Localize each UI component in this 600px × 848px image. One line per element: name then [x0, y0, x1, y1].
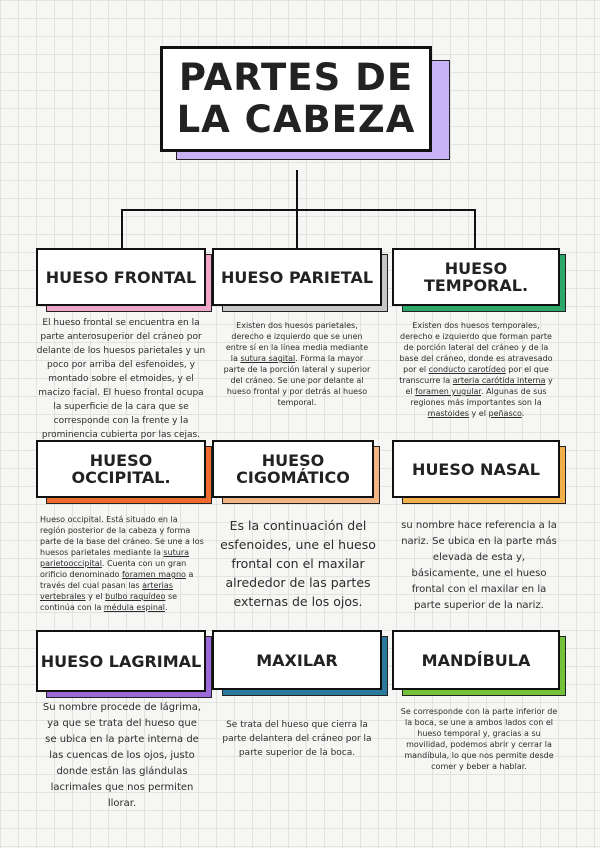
card-hueso-occipital [36, 440, 206, 498]
desc-hueso-temporal: Existen dos huesos temporales, derecho e izquierdo que forman parte de porción lateral del cráneo y de la base del cráneo, donde es atravesado por el conducto carotídeo por el que transcurre la arteria carótida interna y el foramen yugular. Algunas de sus regiones más importantes son la mastoides y el peñasco. [399, 321, 553, 418]
card-maxilar [212, 630, 382, 690]
card-title: HUESO PARIETAL [220, 267, 374, 287]
card-title: HUESO NASAL [412, 459, 540, 479]
card-title: HUESO OCCIPITAL. [71, 451, 171, 487]
desc-hueso-frontal: El hueso frontal se encuentra en la parte anterosuperior del cráneo por delante de los huesos parietales y un poco por arriba del esfenoides, y montado sobre el etmoides, y el macizo facial. El hueso frontal ocupa la superficie de la cara que se corresponde con la frente y la prominencia cubierta por las cejas. [36, 318, 206, 440]
page-title: PARTES DE LA CABEZA [176, 56, 416, 141]
desc-hueso-nasal: su nombre hace referencia a la nariz. Se ubica en la parte más elevada de esta y, básicamente, une el hueso frontal con el maxilar en la parte superior de la nariz. [401, 520, 557, 611]
card-title: HUESO CIGOMÁTICO [236, 451, 350, 487]
card-title: HUESO LAGRIMAL [40, 651, 202, 671]
desc-maxilar: Se trata del hueso que cierra la parte delantera del cráneo por la parte superior de la boca. [222, 720, 372, 758]
card-mandibula [392, 630, 560, 690]
desc-hueso-cigomatico: Es la continuación del esfenoides, une el hueso frontal con el maxilar alrededor de las partes externas de los ojos. [220, 518, 376, 609]
card-hueso-nasal [392, 440, 560, 498]
card-hueso-lagrimal [36, 630, 206, 692]
connector-line [121, 209, 123, 249]
card-title: MAXILAR [256, 650, 338, 670]
card-title: HUESO TEMPORAL. [423, 259, 529, 295]
card-hueso-parietal [212, 248, 382, 306]
connector-line [296, 170, 298, 210]
desc-hueso-lagrimal: Su nombre procede de lágrima, ya que se trata del hueso que se ubica en la parte interna de las cuencas de los ojos, justo donde están las glándulas lacrimales que nos permiten llorar. [42, 702, 202, 809]
connector-line [296, 209, 298, 249]
desc-hueso-occipital: Hueso occipital. Está situado en la región posterior de la cabeza y forma parte de la base del cráneo. Se une a los huesos parietales mediante la sutura parietooccipital. Cuenta con un gran orificio denominado foramen magno a través del cual pasan las arterias vertebrales y el bulbo raquídeo se continúa con la médula espinal. [40, 515, 204, 612]
connector-line [474, 209, 476, 249]
connector-line [121, 209, 476, 211]
card-hueso-temporal [392, 248, 560, 306]
card-title: MANDÍBULA [421, 650, 531, 670]
desc-mandibula: Se corresponde con la parte inferior de la boca, se une a ambos lados con el hueso temporal y, gracias a su movilidad, podemos abrir y cerrar la mandíbula, lo que nos permite desde comer y beber a hablar. [400, 707, 558, 771]
card-title: HUESO FRONTAL [45, 267, 197, 287]
title-box [160, 46, 432, 152]
desc-hueso-parietal: Existen dos huesos parietales, derecho e izquierdo que se unen entre sí en la línea media mediante la sutura sagital. Forma la mayor parte de la porción lateral y superior del cráneo. Se une por delante al hueso frontal y por detrás al hueso temporal. [223, 321, 371, 407]
card-hueso-frontal [36, 248, 206, 306]
card-hueso-cigomatico [212, 440, 374, 498]
